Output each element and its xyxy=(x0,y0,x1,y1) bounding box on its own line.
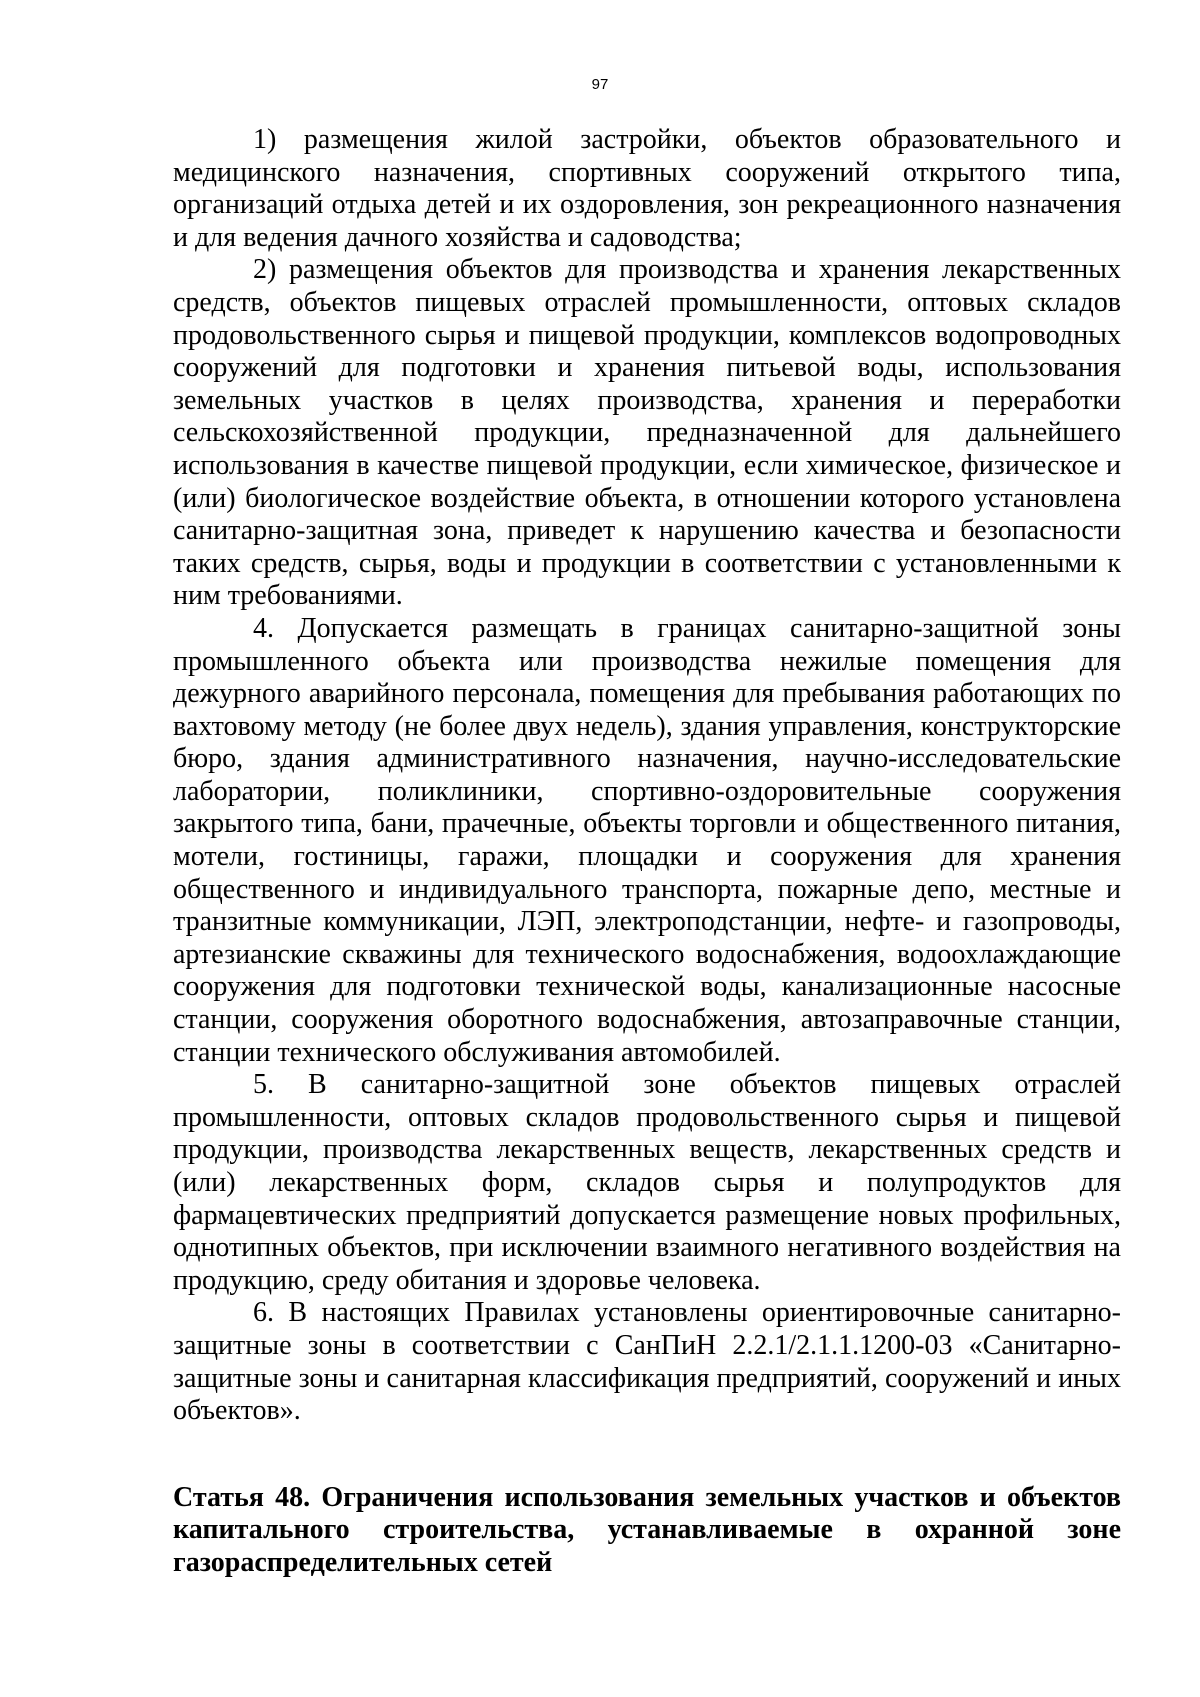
paragraph-item-1: 1) размещения жилой застройки, объектов образовательного и медицинского назначения, спортивных сооружений открытого типа, организаций отдыха детей и их оздоровления, зон рекреационного назначения и для ведения дачного хозяйства и садоводства; xyxy=(173,124,1121,253)
article-heading: Статья 48. Ограничения использования земельных участков и объектов капитального строительства, устанавливаемые в охранной зоне газораспределительных сетей xyxy=(173,1481,1121,1578)
paragraph-item-2: 2) размещения объектов для производства и хранения лекарственных средств, объектов пищевых отраслей промышленности, оптовых складов продовольственного сырья и пищевой продукции, комплексов водопроводных сооружений для подготовки и хранения питьевой воды, использования земельных участков в целях производства, хранения и переработки сельскохозяйственной продукции, предназначенной для дальнейшего использования в качестве пищевой продукции, если химическое, физическое и (или) биологическое воздействие объекта, в отношении которого установлена санитарно-защитная зона, приведет к нарушению качества и безопасности таких средств, сырья, воды и продукции в соответствии с установленными к ним требованиями. xyxy=(173,254,1121,612)
paragraph-section-5: 5. В санитарно-защитной зоне объектов пищевых отраслей промышленности, оптовых складов продовольственного сырья и пищевой продукции, производства лекарственных веществ, лекарственных средств и (или) лекарственных форм, складов сырья и полупродуктов для фармацевтических предприятий допускается размещение новых профильных, однотипных объектов, при исключении взаимного негативного воздействия на продукцию, среду обитания и здоровье человека. xyxy=(173,1069,1121,1296)
page-number: 97 xyxy=(591,76,609,93)
document-body xyxy=(173,124,1121,1580)
paragraph-section-6: 6. В настоящих Правилах установлены ориентировочные санитарно-защитные зоны в соответствии с СанПиН 2.2.1/2.1.1.1200-03 «Санитарно-защитные зоны и санитарная классификация предприятий, сооружений и иных объектов». xyxy=(173,1297,1121,1427)
paragraph-section-4: 4. Допускается размещать в границах санитарно-защитной зоны промышленного объекта или производства нежилые помещения для дежурного аварийного персонала, помещения для пребывания работающих по вахтовому методу (не более двух недель), здания управления, конструкторские бюро, здания административного назначения, научно-исследовательские лаборатории, поликлиники, спортивно-оздоровительные сооружения закрытого типа, бани, прачечные, объекты торговли и общественного питания, мотели, гостиницы, гаражи, площадки и сооружения для хранения общественного и индивидуального транспорта, пожарные депо, местные и транзитные коммуникации, ЛЭП, электроподстанции, нефте- и газопроводы, артезианские скважины для технического водоснабжения, водоохлаждающие сооружения для подготовки технической воды, канализационные насосные станции, сооружения оборотного водоснабжения, автозаправочные станции, станции технического обслуживания автомобилей. xyxy=(173,612,1121,1068)
